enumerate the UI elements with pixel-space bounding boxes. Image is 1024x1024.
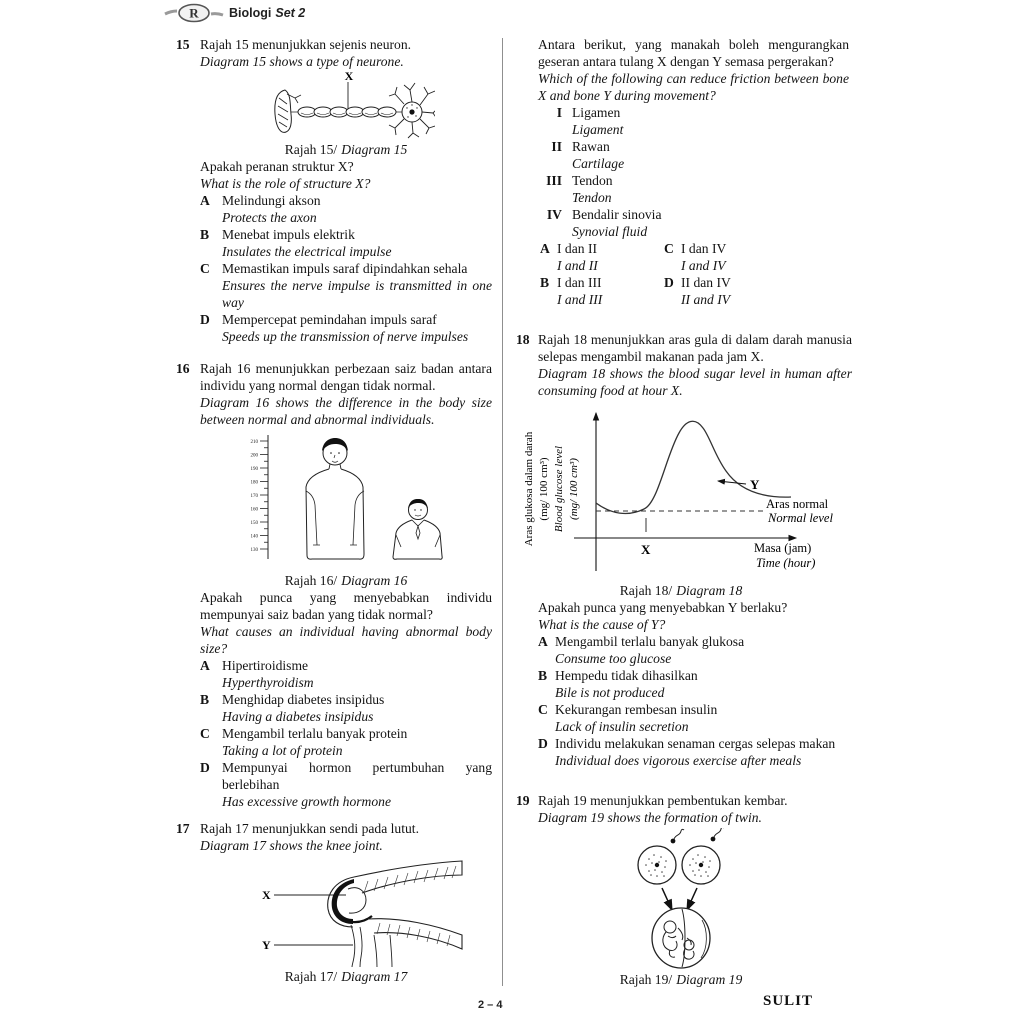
option-a: A Melindungi akson Protects the axon [200, 193, 321, 225]
label-x: X [344, 70, 354, 83]
label-y: Y [262, 938, 271, 952]
twin-formation-figure [516, 828, 852, 970]
stem-en: Diagram 15 shows a type of neurone. [200, 54, 404, 69]
stem-ms: Rajah 15 menunjukkan sejenis neuron. [200, 37, 412, 52]
item-iii: III Tendon [546, 173, 613, 188]
question-16 [170, 360, 492, 810]
page-header [163, 2, 305, 24]
height-scale-diagram [240, 433, 470, 571]
svg-text:160: 160 [250, 507, 258, 513]
option-b: B Menebat impuls elektrik Insulates the electrical impulse [200, 227, 392, 259]
confidential-label: SULIT [763, 993, 814, 1009]
stem-ms: Rajah 18 menunjukkan aras gula di dalam darah manusia selepas mengambil makanan pada jam X. [538, 332, 852, 364]
item-i: I Ligamen [556, 105, 621, 120]
option-d: D Individu melakukan senaman cergas selepas makan Individual does vigorous exercise after meals [538, 736, 836, 768]
stem-en: Diagram 16 shows the difference in the body size between normal and abnormal individuals. [200, 395, 492, 427]
stem-en: Diagram 17 shows the knee joint. [200, 838, 383, 853]
brand-title: Biologi Set 2 [229, 5, 306, 20]
neuron-diagram [265, 70, 435, 140]
option-b: B Menghidap diabetes insipidus Having a diabetes insipidus [200, 692, 385, 724]
neuron-figure [200, 70, 492, 158]
item-iii-en: Tendon [572, 190, 612, 205]
svg-text:180: 180 [250, 480, 258, 486]
label-x: X [262, 888, 271, 902]
question-number: 19 [516, 793, 530, 808]
knee-joint-figure [200, 857, 492, 985]
page-number: 2 – 4 [478, 999, 503, 1011]
question-15 [170, 36, 492, 345]
svg-text:210: 210 [250, 440, 258, 445]
answer-b: B I dan III I and III [540, 275, 603, 307]
answer-c: C I dan IV I and IV [664, 241, 727, 273]
twin-formation-diagram [516, 828, 856, 970]
question-17 [170, 820, 492, 985]
option-d: D Mempercepat pemindahan impuls saraf Speeds up the transmission of nerve impulses [200, 312, 469, 344]
stem-ms: Rajah 17 menunjukkan sendi pada lutut. [200, 821, 419, 836]
normal-level-ms: Aras normal [766, 497, 829, 511]
figure-caption: Rajah 17/ Diagram 17 [284, 969, 408, 984]
xlabel-en: Time (hour) [756, 556, 816, 570]
publisher-logo-icon [163, 3, 225, 23]
label-y: Y [750, 477, 760, 492]
stem-en: Diagram 18 shows the blood sugar level in human after consuming food at hour X. [538, 366, 852, 398]
prompt-en: Which of the following can reduce friction between bone X and bone Y during movement? [538, 71, 849, 103]
question-18 [516, 331, 852, 769]
svg-text:130: 130 [250, 548, 258, 553]
ylabel-ms: Aras glukosa dalam darah [523, 431, 535, 547]
xlabel-ms: Masa (jam) [754, 541, 812, 555]
brand-set-label: Set 2 [275, 5, 306, 20]
body-size-figure [200, 433, 492, 589]
prompt-ms: Apakah peranan struktur X? [200, 159, 354, 174]
prompt-ms: Apakah punca yang menyebabkan individu mempunyai saiz badan yang tidak normal? [200, 590, 492, 622]
prompt-ms: Apakah punca yang menyebabkan Y berlaku? [538, 600, 788, 615]
question-number: 17 [176, 821, 190, 836]
glucose-graph-figure [516, 401, 852, 581]
item-ii: II Rawan [551, 139, 610, 154]
prompt-en: What is the role of structure X? [200, 176, 371, 191]
figure-caption: Rajah 18/ Diagram 18 [619, 583, 743, 598]
question-number: 15 [176, 37, 190, 52]
question-number: 16 [176, 361, 190, 376]
option-c: C Kekurangan rembesan insulin Lack of insulin secretion [538, 702, 718, 734]
question-number: 18 [516, 332, 530, 347]
ylabel-en: Blood glucose level [553, 445, 565, 533]
figure-caption: Rajah 19/ Diagram 19 [619, 972, 743, 987]
blood-glucose-graph [516, 401, 856, 581]
svg-text:170: 170 [250, 494, 258, 499]
option-d: D Mempunyai hormon pertumbuhan yang berlebihan Has excessive growth hormone [200, 760, 492, 809]
stem-ms: Rajah 16 menunjukkan perbezaan saiz badan antara individu yang normal dengan tidak normal. [200, 361, 492, 393]
column-divider [502, 38, 503, 986]
answer-d: D II dan IV II and IV [664, 275, 731, 307]
svg-text:190: 190 [250, 467, 258, 472]
answer-a: A I dan II I and II [540, 241, 598, 273]
option-c: C Memastikan impuls saraf dipindahkan sehala Ensures the nerve impulse is transmitted in one way [200, 261, 492, 310]
svg-text:140: 140 [250, 534, 258, 540]
prompt-ms: Antara berikut, yang manakah boleh mengurangkan geseran antara tulang X dengan Y semasa pergerakan? [538, 37, 849, 69]
option-a: A Mengambil terlalu banyak glukosa Consume too glucose [538, 634, 745, 666]
label-x: X [641, 542, 651, 557]
stem-en: Diagram 19 shows the formation of twin. [538, 810, 762, 825]
item-iv-en: Synovial fluid [572, 224, 648, 239]
figure-caption: Rajah 16/ Diagram 16 [284, 573, 408, 588]
option-b: B Hempedu tidak dihasilkan Bile is not produced [538, 668, 698, 700]
svg-text:150: 150 [250, 521, 258, 526]
question-17-continued [516, 36, 852, 308]
normal-level-en: Normal level [768, 511, 833, 525]
question-19 [516, 792, 852, 988]
answer-grid [540, 240, 849, 308]
yunit-ms: (mg/ 100 cm³) [538, 457, 550, 521]
yunit-en: (mg/ 100 cm³) [568, 458, 580, 520]
option-c: C Mengambil terlalu banyak protein Taking a lot of protein [200, 726, 408, 758]
stem-ms: Rajah 19 menunjukkan pembentukan kembar. [538, 793, 788, 808]
figure-caption: Rajah 15/ Diagram 15 [284, 142, 408, 157]
svg-text:R: R [189, 5, 199, 21]
prompt-en: What causes an individual having abnormal body size? [200, 624, 492, 656]
item-ii-en: Cartilage [572, 156, 625, 171]
knee-joint-diagram [250, 857, 470, 967]
item-iv: IV Bendalir sinovia [546, 207, 662, 222]
option-a: A Hipertiroidisme Hyperthyroidism [200, 658, 314, 690]
item-i-en: Ligament [572, 122, 624, 137]
prompt-en: What is the cause of Y? [538, 617, 666, 632]
svg-text:200: 200 [250, 453, 258, 459]
